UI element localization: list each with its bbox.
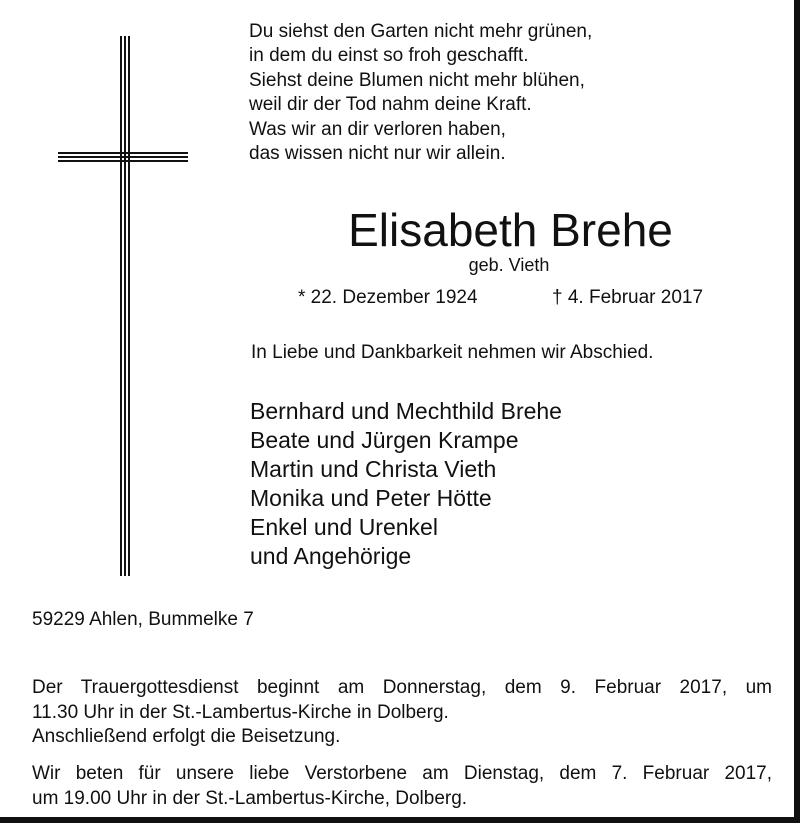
- mourners-list: [250, 397, 562, 571]
- birth-date: * 22. Dezember 1924: [298, 287, 478, 308]
- poem-line: weil dir der Tod nahm deine Kraft.: [249, 94, 532, 116]
- poem-line: das wissen nicht nur wir allein.: [249, 143, 506, 165]
- cross-icon: [58, 36, 188, 576]
- prayer-line: um 19.00 Uhr in der St.-Lambertus-Kirche, Dolberg.: [32, 787, 468, 809]
- poem-line: Siehst deine Blumen nicht mehr blühen,: [249, 69, 585, 91]
- maiden-name: geb. Vieth: [468, 255, 550, 275]
- service-line: 11.30 Uhr in der St.-Lambertus-Kirche in Dolberg.: [32, 701, 449, 723]
- deceased-name: Elisabeth Brehe: [348, 204, 673, 256]
- mourner: Martin und Christa Vieth: [250, 456, 497, 482]
- mourner: Bernhard und Mechthild Brehe: [250, 398, 562, 424]
- poem-line: in dem du einst so froh geschafft.: [249, 45, 529, 67]
- service-info: [32, 676, 772, 750]
- address: 59229 Ahlen, Bummelke 7: [32, 609, 254, 630]
- mourner: Enkel und Urenkel: [250, 514, 438, 540]
- service-line: Der Trauergottesdienst beginnt am Donnerstag, dem 9. Februar 2017, um: [32, 677, 772, 698]
- mourner: Monika und Peter Hötte: [250, 485, 492, 511]
- prayer-line: Wir beten für unsere liebe Verstorbene am Dienstag, dem 7. Februar 2017,: [32, 763, 772, 784]
- mourner: Beate und Jürgen Krampe: [250, 427, 519, 453]
- poem: [249, 20, 592, 166]
- service-line: Anschließend erfolgt die Beisetzung.: [32, 726, 341, 747]
- poem-line: Was wir an dir verloren haben,: [249, 118, 506, 140]
- farewell-text: In Liebe und Dankbarkeit nehmen wir Abschied.: [251, 342, 654, 363]
- prayer-info: [32, 762, 772, 811]
- poem-line: Du siehst den Garten nicht mehr grünen,: [249, 21, 593, 42]
- death-date: † 4. Februar 2017: [552, 287, 704, 308]
- mourner: und Angehörige: [250, 543, 412, 569]
